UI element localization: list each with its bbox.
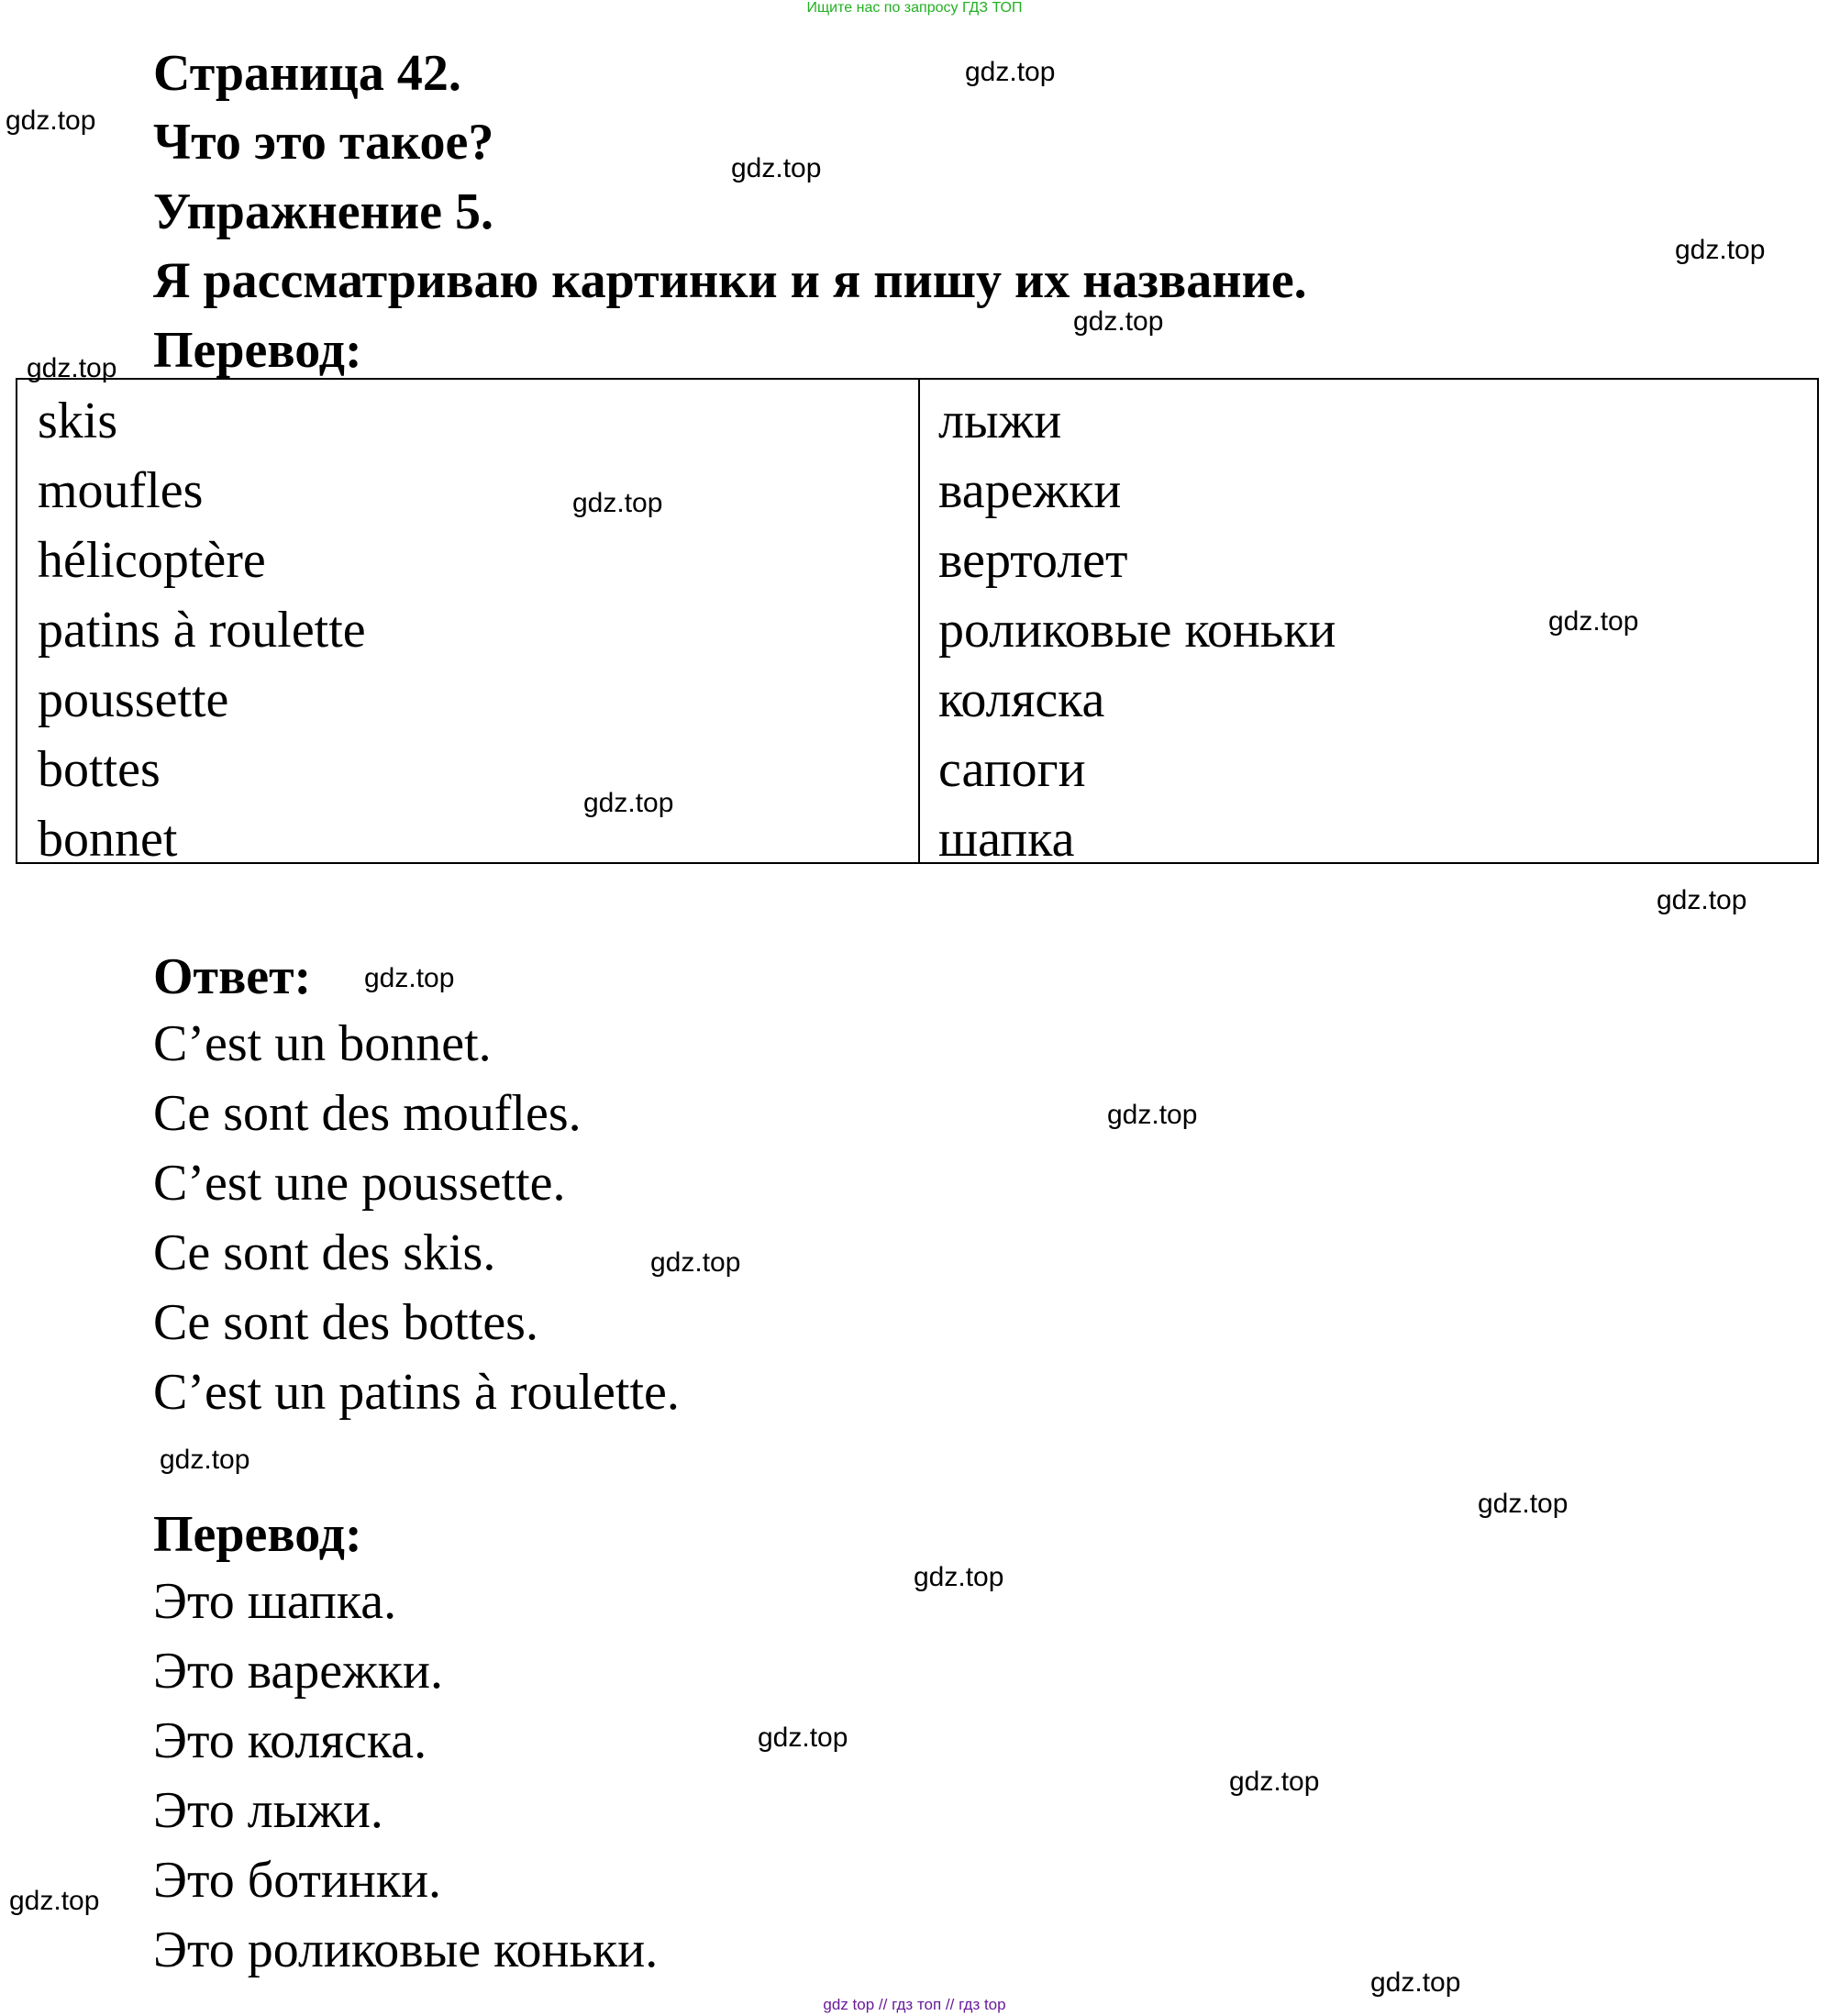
watermark: gdz.top xyxy=(583,788,674,818)
translation-line: Это коляска. xyxy=(153,1712,427,1769)
watermark: gdz.top xyxy=(27,353,117,383)
watermark: gdz.top xyxy=(965,57,1056,87)
watermark: gdz.top xyxy=(1107,1100,1198,1130)
answer-line: Ce sont des bottes. xyxy=(153,1294,538,1351)
translation-list xyxy=(153,1571,658,1989)
answer-line: Ce sont des skis. xyxy=(153,1224,496,1281)
french-word: skis xyxy=(38,393,118,449)
watermark: gdz.top xyxy=(1657,885,1747,915)
watermark: gdz.top xyxy=(914,1562,1004,1592)
russian-word: шапка xyxy=(938,811,1075,868)
russian-word: лыжи xyxy=(938,393,1062,449)
translation-line: Это ботинки. xyxy=(153,1852,442,1909)
topic-heading: Что это такое? xyxy=(153,114,494,171)
page-heading: Страница 42. xyxy=(153,45,461,102)
watermark: gdz.top xyxy=(1548,606,1639,637)
translation-line: Это шапка. xyxy=(153,1573,397,1630)
watermark: gdz.top xyxy=(1229,1767,1320,1797)
bottom-banner: gdz top // гдз топ // гдз top xyxy=(823,1996,1006,2013)
watermark: gdz.top xyxy=(9,1886,100,1916)
russian-word: роликовые коньки xyxy=(938,602,1336,659)
french-word: moufles xyxy=(38,462,204,519)
watermark: gdz.top xyxy=(758,1722,848,1753)
watermark: gdz.top xyxy=(650,1247,741,1278)
translation-line: Это роликовые коньки. xyxy=(153,1922,659,1978)
watermark: gdz.top xyxy=(364,963,455,993)
translation-line: Это варежки. xyxy=(153,1643,443,1700)
russian-word: варежки xyxy=(938,462,1122,519)
answer-line: C’est une poussette. xyxy=(153,1155,566,1212)
watermark: gdz.top xyxy=(1073,306,1164,337)
russian-word: вертолет xyxy=(938,532,1128,589)
translation-heading-2: Перевод: xyxy=(153,1506,362,1563)
watermark: gdz.top xyxy=(572,488,663,518)
watermark: gdz.top xyxy=(160,1445,250,1475)
french-word: poussette xyxy=(38,671,229,728)
french-word: bottes xyxy=(38,741,161,798)
exercise-heading: Упражнение 5. xyxy=(153,183,494,240)
watermark: gdz.top xyxy=(1478,1489,1569,1519)
watermark: gdz.top xyxy=(1370,1967,1461,1998)
table-divider xyxy=(918,380,920,862)
watermark: gdz.top xyxy=(1675,235,1766,265)
watermark: gdz.top xyxy=(731,153,822,183)
answer-list xyxy=(153,1014,680,1432)
answer-line: Ce sont des moufles. xyxy=(153,1085,582,1142)
answer-heading: Ответ: xyxy=(153,948,312,1005)
answer-line: C’est un patins à roulette. xyxy=(153,1364,680,1421)
french-word: hélicoptère xyxy=(38,532,266,589)
task-text: Я рассматриваю картинки и я пишу их название. xyxy=(153,252,1307,309)
top-banner: Ищите нас по запросу ГДЗ ТОП xyxy=(806,0,1023,16)
french-word: patins à roulette xyxy=(38,602,366,659)
french-word: bonnet xyxy=(38,811,178,868)
answer-line: C’est un bonnet. xyxy=(153,1015,492,1072)
russian-word: коляска xyxy=(938,671,1105,728)
watermark: gdz.top xyxy=(6,105,96,136)
translation-line: Это лыжи. xyxy=(153,1782,383,1839)
french-column xyxy=(38,391,366,879)
russian-column xyxy=(938,391,1336,879)
russian-word: сапоги xyxy=(938,741,1086,798)
translation-heading: Перевод: xyxy=(153,322,362,379)
